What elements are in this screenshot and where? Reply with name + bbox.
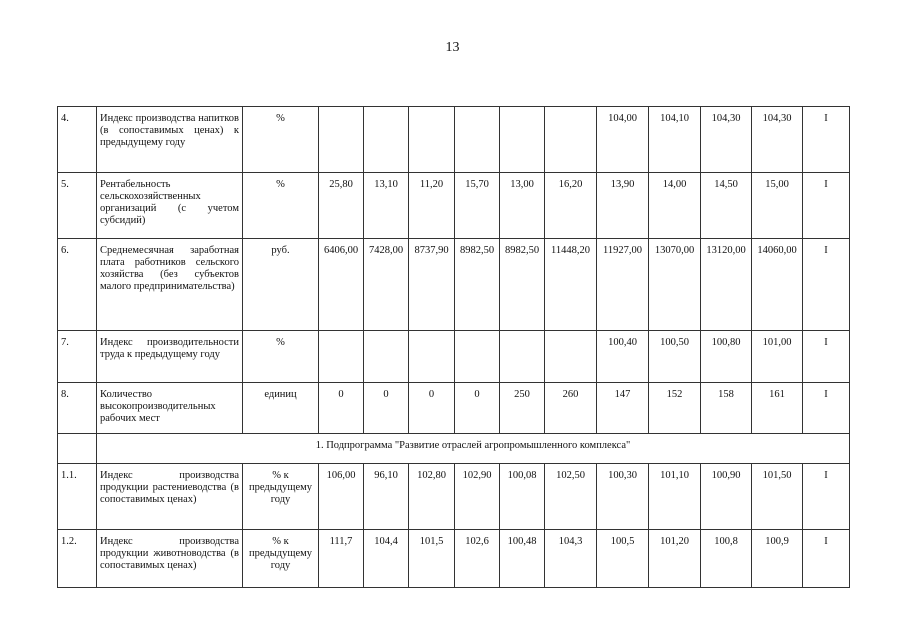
table-row [58,530,850,588]
table-row [58,239,850,331]
row-number: 5. [58,173,97,239]
value-cell: 101,10 [649,464,701,530]
category-cell: I [803,173,850,239]
value-cell: 102,50 [545,464,597,530]
value-cell: 8982,50 [455,239,500,331]
value-cell: 100,5 [597,530,649,588]
category-cell: I [803,107,850,173]
value-cell: 25,80 [319,173,364,239]
value-cell: 101,20 [649,530,701,588]
value-cell: 11448,20 [545,239,597,331]
value-cell: 15,70 [455,173,500,239]
value-cell: 14,00 [649,173,701,239]
value-cell: 102,80 [409,464,455,530]
section-header-row [58,434,850,464]
value-cell: 16,20 [545,173,597,239]
value-cell: 0 [455,383,500,434]
value-cell: 100,40 [597,331,649,383]
value-cell: 104,00 [597,107,649,173]
table-row [58,107,850,173]
value-cell: 14,50 [701,173,752,239]
value-cell [545,331,597,383]
value-cell: 100,08 [500,464,545,530]
value-cell: 250 [500,383,545,434]
value-cell: 14060,00 [752,239,803,331]
value-cell: 13,90 [597,173,649,239]
value-cell: 104,10 [649,107,701,173]
indicator-name: Индекс производства напитков (в сопоставимых ценах) к предыдущему году [97,107,243,173]
indicators-table [57,106,850,588]
value-cell: 100,80 [701,331,752,383]
category-cell: I [803,464,850,530]
indicator-name: Рентабельность сельскохозяйственных организаций (с учетом субсидий) [97,173,243,239]
row-number: 1.1. [58,464,97,530]
value-cell: 6406,00 [319,239,364,331]
value-cell: 106,00 [319,464,364,530]
value-cell: 11,20 [409,173,455,239]
value-cell: 8982,50 [500,239,545,331]
table-row [58,383,850,434]
row-number: 1.2. [58,530,97,588]
unit-of-measure: % [243,173,319,239]
value-cell: 100,48 [500,530,545,588]
section-header: 1. Подпрограмма "Развитие отраслей агропромышленного комплекса" [97,434,850,464]
value-cell: 0 [364,383,409,434]
value-cell: 15,00 [752,173,803,239]
value-cell: 100,9 [752,530,803,588]
value-cell: 100,50 [649,331,701,383]
value-cell: 0 [409,383,455,434]
value-cell: 102,6 [455,530,500,588]
value-cell [364,331,409,383]
unit-of-measure: единиц [243,383,319,434]
row-number: 7. [58,331,97,383]
value-cell: 111,7 [319,530,364,588]
indicator-name: Индекс производства продукции животноводства (в сопоставимых ценах) [97,530,243,588]
unit-of-measure: % [243,107,319,173]
value-cell: 147 [597,383,649,434]
indicator-name: Индекс производительности труда к предыдущему году [97,331,243,383]
value-cell: 101,00 [752,331,803,383]
value-cell [500,107,545,173]
indicator-name: Количество высокопроизводительных рабочих мест [97,383,243,434]
value-cell [364,107,409,173]
value-cell: 100,30 [597,464,649,530]
table-row [58,173,850,239]
value-cell [545,107,597,173]
value-cell: 101,5 [409,530,455,588]
value-cell: 100,90 [701,464,752,530]
unit-of-measure: % к предыдущему году [243,530,319,588]
category-cell: I [803,383,850,434]
value-cell [500,331,545,383]
value-cell: 161 [752,383,803,434]
page-number: 13 [445,40,460,55]
value-cell: 8737,90 [409,239,455,331]
category-cell: I [803,530,850,588]
value-cell [409,331,455,383]
value-cell: 102,90 [455,464,500,530]
value-cell: 260 [545,383,597,434]
value-cell: 13,00 [500,173,545,239]
table-body [58,107,850,588]
unit-of-measure: % [243,331,319,383]
value-cell [455,331,500,383]
row-number: 6. [58,239,97,331]
value-cell [409,107,455,173]
value-cell [319,107,364,173]
indicator-name: Индекс производства продукции растениеводства (в сопоставимых ценах) [97,464,243,530]
value-cell: 11927,00 [597,239,649,331]
category-cell: I [803,331,850,383]
value-cell: 96,10 [364,464,409,530]
value-cell: 104,30 [701,107,752,173]
value-cell: 104,4 [364,530,409,588]
value-cell: 13070,00 [649,239,701,331]
value-cell: 152 [649,383,701,434]
category-cell: I [803,239,850,331]
unit-of-measure: % к предыдущему году [243,464,319,530]
row-number: 8. [58,383,97,434]
unit-of-measure: руб. [243,239,319,331]
value-cell: 104,3 [545,530,597,588]
value-cell: 100,8 [701,530,752,588]
value-cell: 7428,00 [364,239,409,331]
value-cell: 101,50 [752,464,803,530]
value-cell: 13120,00 [701,239,752,331]
value-cell: 158 [701,383,752,434]
section-blank-cell [58,434,97,464]
value-cell: 13,10 [364,173,409,239]
table-row [58,331,850,383]
value-cell [455,107,500,173]
value-cell: 104,30 [752,107,803,173]
value-cell: 0 [319,383,364,434]
indicator-name: Среднемесячная заработная плата работников сельского хозяйства (без субъектов малого предпринимательства) [97,239,243,331]
table-row [58,464,850,530]
value-cell [319,331,364,383]
row-number: 4. [58,107,97,173]
